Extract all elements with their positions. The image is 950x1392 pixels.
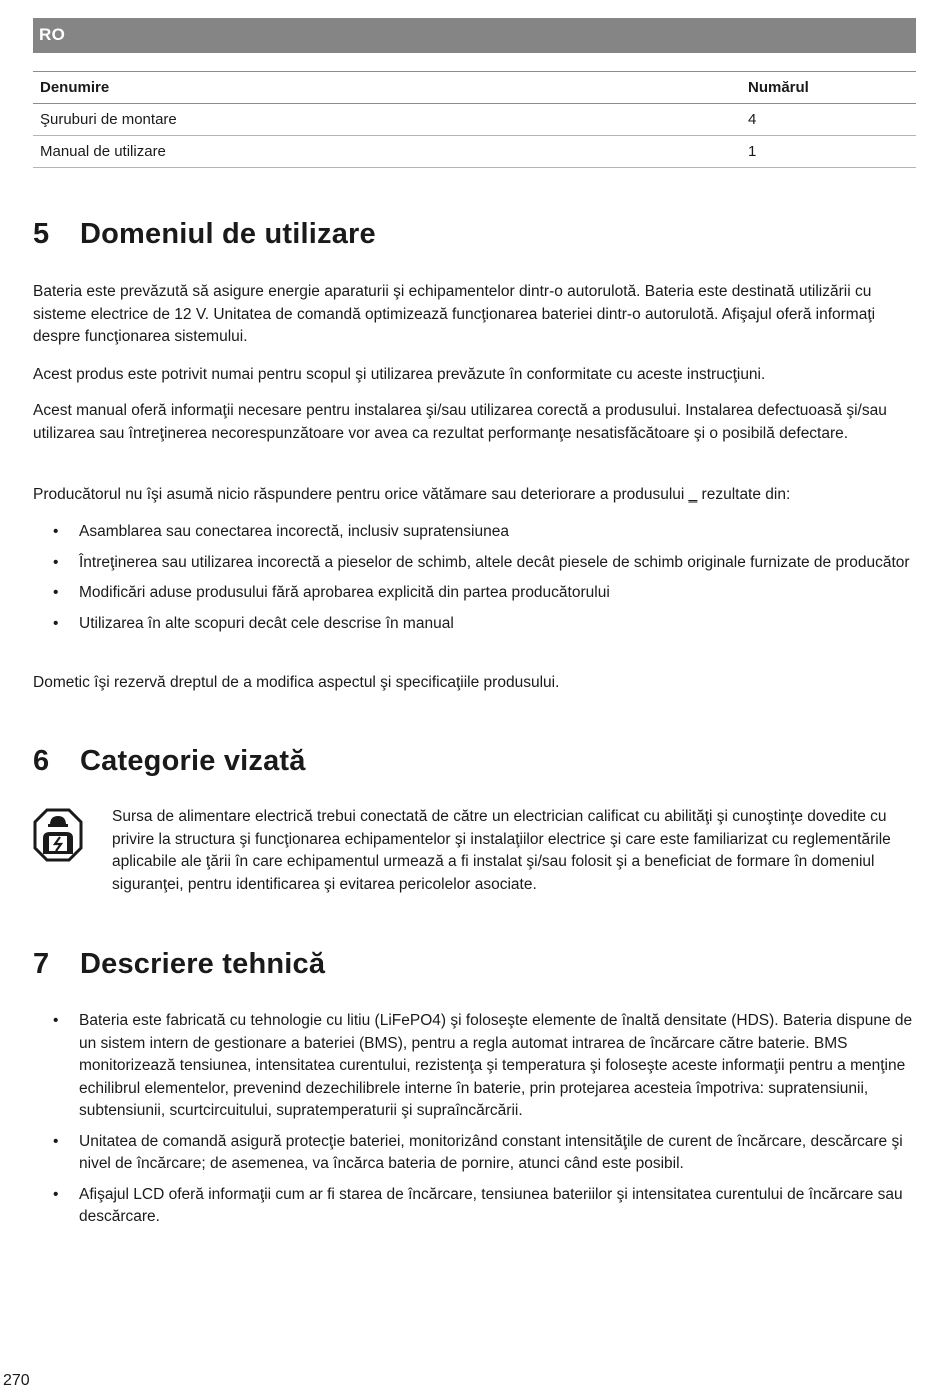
table-row	[33, 104, 916, 136]
part-name: Manual de utilizare	[40, 143, 166, 160]
electrician-icon	[33, 808, 83, 862]
list-item: • Bateria este fabricată cu tehnologie cu litiu (LiFePO4) şi foloseşte elemente de înaltă densitate (HDS). Bateria dispune de un sistem intern de gestionare a bateriei (BMS), pentru a regla automat intrarea de încărcare către baterie. BMS monitorizează tensiunea, intensitatea curentului, rezistenţa şi temperatura şi foloseşte aceste informaţii pentru a menţine echilibrul elementelor, prevenind dezechilibrele interne în baterie, prin protejarea acesteia împotriva: supratensiunii, subtensiunii, scurtcircuitului, supratemperaturii şi supraîncărcării.	[33, 1010, 918, 1123]
list-item: • Asamblarea sau conectarea incorectă, inclusiv supratensiunea	[33, 521, 918, 544]
list-item: • Modificări aduse produsului fără aprobarea explicită din partea producătorului	[33, 582, 918, 605]
section-5-bullet-list	[33, 521, 918, 635]
part-quantity: 1	[748, 143, 757, 160]
section-title: Descriere tehnică	[80, 948, 326, 980]
paragraph: Dometic îşi rezervă dreptul de a modifica aspectul şi specificaţiile produsului.	[33, 674, 560, 691]
section-number: 5	[33, 218, 50, 250]
section-7-heading	[33, 948, 325, 981]
section-5-paragraph-3	[33, 400, 918, 445]
language-header-bar	[33, 18, 916, 53]
table-header-row	[33, 72, 916, 104]
section-5-paragraph-2	[33, 364, 918, 387]
language-code: RO	[39, 25, 66, 44]
column-header-name: Denumire	[40, 79, 110, 96]
section-5-heading	[33, 218, 376, 251]
list-item: • Afişajul LCD oferă informaţii cum ar fi starea de încărcare, tensiunea bateriilor şi intensitatea curentului de încărcare sau descărcare.	[33, 1184, 918, 1229]
list-item: • Utilizarea în alte scopuri decât cele descrise în manual	[33, 613, 918, 636]
section-number: 7	[33, 948, 50, 980]
paragraph: Acest produs este potrivit numai pentru scopul şi utilizarea prevăzute în conformitate cu aceste instrucţiuni.	[33, 366, 766, 383]
page-number: 270	[3, 1372, 30, 1389]
section-7-bullet-list	[33, 1010, 918, 1229]
section-title: Categorie vizată	[80, 745, 306, 777]
list-item: • Unitatea de comandă asigură protecţie bateriei, monitorizând constant intensităţile de curent de încărcare, descărcare şi nivel de încărcare; de asemenea, va încărca bateria de pornire, atunci când este posibil.	[33, 1131, 918, 1176]
parts-table	[33, 71, 916, 168]
paragraph: Bateria este prevăzută să asigure energie aparaturii şi echipamentelor dintr-o autorulotă. Bateria este destinată utilizării cu sisteme electrice de 12 V. Unitatea de comandă optimizează funcţionarea bateriei dintr-o autorulotă. Afişajul oferă informaţi despre funcţionarea sistemului.	[33, 283, 876, 345]
list-item: • Întreţinerea sau utilizarea incorectă a pieselor de schimb, altele decât piesele de schimb originale furnizate de producător	[33, 552, 918, 575]
section-5-intro	[33, 281, 918, 349]
table-row	[33, 136, 916, 168]
part-quantity: 4	[748, 111, 757, 128]
section-6-heading	[33, 745, 306, 778]
section-number: 6	[33, 745, 50, 777]
section-5-paragraph-5	[33, 672, 918, 695]
section-title: Domeniul de utilizare	[80, 218, 376, 250]
column-header-quantity: Numărul	[748, 79, 809, 96]
paragraph: Sursa de alimentare electrică trebui conectată de către un electrician calificat cu abilităţi şi cunoştinţe dovedite cu privire la structura şi funcţionarea echipamentelor şi instalaţiilor electrice şi care este familiarizat cu reglementările aplicabile ale ţării în care echipamentul urmează a fi instalat şi/sau folosit şi a beneficiat de formare în domeniul siguranţei, pentru identificarea şi evitarea pericolelor asociate.	[112, 808, 891, 893]
part-name: Şuruburi de montare	[40, 111, 177, 128]
section-5-paragraph-4	[33, 484, 918, 507]
paragraph: Producătorul nu îşi asumă nicio răspundere pentru orice vătămare sau deteriorare a produsului ‗ rezultate din:	[33, 486, 791, 503]
paragraph: Acest manual oferă informaţii necesare pentru instalarea şi/sau utilizarea corectă a produsului. Instalarea defectuoasă şi/sau utilizarea sau întreţinerea necorespunzătoare vor avea ca rezultat performanţe nesatisfăcătoare şi o posibilă defectare.	[33, 402, 887, 442]
section-6-text	[112, 806, 912, 896]
